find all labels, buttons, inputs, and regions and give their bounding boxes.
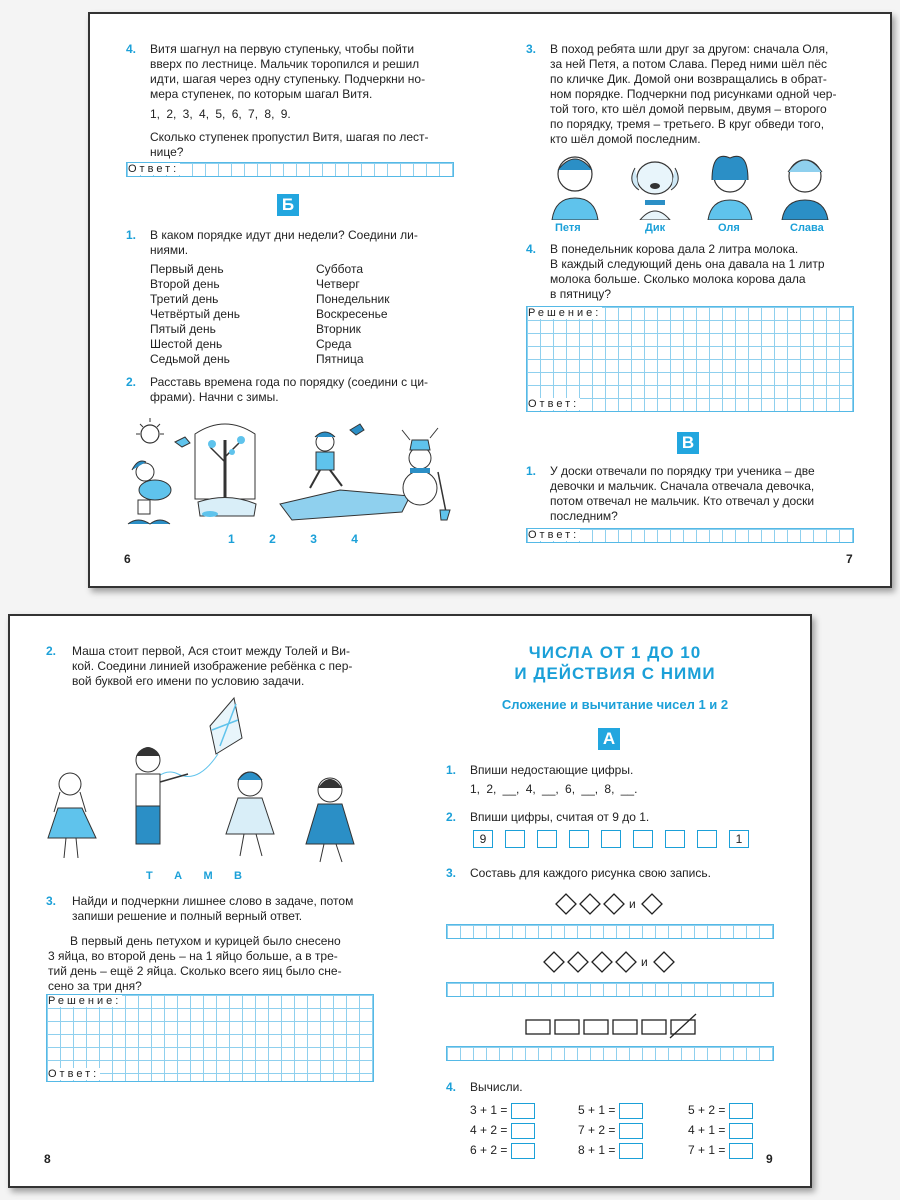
task-text: Впиши недостающие цифры. <box>470 763 634 777</box>
letter-label[interactable]: М <box>203 870 213 882</box>
answer-grid[interactable] <box>446 1046 774 1061</box>
task-text: Впиши цифры, считая от 9 до 1. <box>470 810 650 824</box>
example-text: 7 + 2 = <box>578 1123 616 1137</box>
digit-box[interactable] <box>697 830 717 848</box>
example-text: 6 + 2 = <box>470 1143 508 1157</box>
diamonds-group-2 <box>542 950 678 974</box>
task-text: Вычисли. <box>470 1080 523 1094</box>
task-text: Составь для каждого рисунка свою запись. <box>470 866 711 880</box>
girl-right-picture <box>306 778 354 862</box>
example-row <box>578 1140 643 1160</box>
text-line: Витя шагнул на первую ступеньку, чтобы пойти <box>150 42 415 56</box>
examples-column-1 <box>470 1100 535 1160</box>
weekday-item[interactable]: Среда <box>316 337 352 351</box>
text-line: ном порядке. Подчеркни под рисунками одной чер- <box>550 87 837 101</box>
task-number: 1. <box>526 464 537 478</box>
example-row <box>688 1100 753 1120</box>
name-letters <box>146 870 242 882</box>
page-number: 6 <box>124 552 131 566</box>
page-number: 9 <box>766 1152 773 1166</box>
name-label: Петя <box>555 222 581 234</box>
task-number: 2. <box>446 810 457 824</box>
weekday-item[interactable]: Пятница <box>316 352 364 366</box>
name-label: Слава <box>790 222 824 234</box>
task-number: 3. <box>526 42 537 56</box>
answer-grid[interactable] <box>446 982 774 997</box>
day-item[interactable]: Второй день <box>150 277 220 291</box>
text-line: молока больше. Сколько молока корова дала <box>550 272 806 286</box>
task-text <box>150 375 460 405</box>
task-number: 1. <box>446 763 457 777</box>
letter-label[interactable]: Т <box>146 870 153 882</box>
answer-box[interactable] <box>729 1143 753 1159</box>
answer-box[interactable] <box>511 1103 535 1119</box>
digit-box[interactable] <box>633 830 653 848</box>
text-line: Найди и подчеркни лишнее слово в задаче, потом <box>72 894 354 908</box>
weekday-item[interactable]: Вторник <box>316 322 361 336</box>
conjunction-label: и <box>629 897 636 911</box>
digit-box[interactable] <box>505 830 525 848</box>
examples-column-2 <box>578 1100 643 1160</box>
bottom-spread <box>8 614 812 1188</box>
digit-label[interactable]: 3 <box>310 532 317 546</box>
weekday-item[interactable]: Воскресенье <box>316 307 388 321</box>
answer-label: Ответ: <box>528 529 580 541</box>
subtitle: Сложение и вычитание чисел 1 и 2 <box>501 697 729 712</box>
text-line: 3 яйца, во второй день – на 1 яйцо больше, а в тре- <box>48 949 338 963</box>
text-line: У доски отвечали по порядку три ученика – две <box>550 464 815 478</box>
letter-label[interactable]: В <box>234 870 242 882</box>
autumn-picture <box>195 424 256 517</box>
example-row <box>470 1120 535 1140</box>
text-line: сено за три дня? <box>48 979 142 993</box>
text-line: В каком порядке идут дни недели? Соедини ли- <box>150 228 418 242</box>
task-number: 1. <box>126 228 137 242</box>
name-label: Оля <box>718 222 740 234</box>
text-line: вверх по лестнице. Мальчик торопился и решил <box>150 57 420 71</box>
day-item[interactable]: Пятый день <box>150 322 216 336</box>
text-line: в пятницу? <box>550 287 612 301</box>
petya-picture <box>552 157 598 220</box>
task-number: 4. <box>526 242 537 256</box>
answer-box[interactable] <box>729 1103 753 1119</box>
solution-grid[interactable] <box>526 306 854 412</box>
example-row <box>578 1100 643 1120</box>
example-row <box>688 1120 753 1140</box>
day-item[interactable]: Четвёртый день <box>150 307 240 321</box>
text-line: тий день – ещё 2 яйца. Сколько всего яиц было сне- <box>48 964 342 978</box>
task-text <box>150 228 460 258</box>
example-text: 5 + 2 = <box>688 1103 726 1117</box>
dik-picture <box>632 162 678 220</box>
digit-box[interactable]: 9 <box>473 830 493 848</box>
winter-picture <box>402 428 450 520</box>
days-right-column <box>316 262 389 367</box>
example-text: 4 + 2 = <box>470 1123 508 1137</box>
task-number: 2. <box>46 644 57 658</box>
answer-label: Ответ: <box>128 163 180 175</box>
digit-box[interactable] <box>569 830 589 848</box>
digit-label[interactable]: 2 <box>269 532 276 546</box>
day-item[interactable]: Первый день <box>150 262 224 276</box>
task-number: 4. <box>126 42 137 56</box>
example-row <box>470 1100 535 1120</box>
text-line: фрами). Начни с зимы. <box>150 390 279 404</box>
children-illustration <box>40 696 380 866</box>
task-number: 3. <box>446 866 457 880</box>
example-row <box>578 1120 643 1140</box>
weekday-item[interactable]: Четверг <box>316 277 360 291</box>
text-line: вой буквой его имени по условию задачи. <box>72 674 305 688</box>
digit-box[interactable] <box>665 830 685 848</box>
problem-text <box>48 934 378 949</box>
task-text <box>550 464 870 524</box>
task-text <box>550 42 870 147</box>
section-letter: В <box>677 432 699 454</box>
answer-box[interactable] <box>619 1103 643 1119</box>
text-line: идти, шагая через одну ступеньку. Подчеркни но- <box>150 72 426 86</box>
example-text: 3 + 1 = <box>470 1103 508 1117</box>
text-line: Маша стоит первой, Ася стоит между Толей и Ви- <box>72 644 350 658</box>
page-number: 7 <box>846 552 853 566</box>
text-line: кой. Соедини линией изображение ребёнка с пер- <box>72 659 353 673</box>
diamonds-group-1 <box>554 892 664 916</box>
digit-box[interactable]: 1 <box>729 830 749 848</box>
digit-label[interactable]: 1 <box>228 532 235 546</box>
example-text: 8 + 1 = <box>578 1143 616 1157</box>
task-number: 4. <box>446 1080 457 1094</box>
example-row <box>470 1140 535 1160</box>
text-line: по кличке Дик. Домой они возвращались в обрат- <box>550 72 827 86</box>
girl-left-picture <box>48 773 96 858</box>
title-line: ЧИСЛА ОТ 1 ДО 10 <box>528 643 702 662</box>
examples-column-3 <box>688 1100 753 1160</box>
season-digits <box>228 532 358 546</box>
task-number: 2. <box>126 375 137 389</box>
letter-label[interactable]: А <box>174 870 183 882</box>
spring-picture <box>280 424 410 520</box>
conjunction-label: и <box>641 955 648 969</box>
example-text: 4 + 1 = <box>688 1123 726 1137</box>
text-line: Расставь времена года по порядку (соедини с ци- <box>150 375 429 389</box>
text-line: по порядку, тремя – третьего. В круг обведи того, <box>550 117 825 131</box>
seasons-illustration <box>120 412 460 530</box>
weekday-item[interactable]: Понедельник <box>316 292 390 306</box>
text-line: той того, кто шёл домой первым, двумя – второго <box>550 102 827 116</box>
answer-box[interactable] <box>511 1143 535 1159</box>
text-line: В каждый следующий день она давала на 1 литр <box>550 257 825 271</box>
text-line: последним? <box>550 509 618 523</box>
task-number: 3. <box>46 894 57 908</box>
text-line: за ней Петя, а потом Слава. Перед ними шёл пёс <box>550 57 828 71</box>
text-line: ниями. <box>150 243 189 257</box>
digit-box[interactable] <box>537 830 557 848</box>
section-letter: Б <box>277 194 299 216</box>
text-line: В первый день петухом и курицей было снесено <box>70 934 341 948</box>
answer-grid[interactable] <box>446 924 774 939</box>
rectangles-group <box>524 1012 700 1040</box>
text-line: В понедельник корова дала 2 литра молока. <box>550 242 799 256</box>
answer-label: Ответ: <box>528 398 580 410</box>
example-row <box>688 1140 753 1160</box>
name-label: Дик <box>645 222 666 234</box>
missing-digits-sequence[interactable]: 1, 2, __, 4, __, 6, __, 8, __. <box>470 782 638 796</box>
page-number: 8 <box>44 1152 51 1166</box>
answer-box[interactable] <box>729 1123 753 1139</box>
text-line: запиши решение и полный верный ответ. <box>72 909 303 923</box>
task-text <box>72 894 382 924</box>
digit-label[interactable]: 4 <box>351 532 358 546</box>
olya-picture <box>708 156 752 220</box>
text-line: мера ступенек, по которым шагал Витя. <box>150 87 373 101</box>
boy-picture <box>136 747 188 844</box>
text-line: нице? <box>150 145 184 159</box>
number-sequence: 1, 2, 3, 4, 5, 6, 7, 8, 9. <box>150 107 291 121</box>
section-letter: А <box>598 728 620 750</box>
day-item[interactable]: Третий день <box>150 292 219 306</box>
task-text <box>150 42 460 102</box>
summer-picture <box>128 418 190 524</box>
task-text <box>72 644 382 689</box>
day-item[interactable]: Шестой день <box>150 337 223 351</box>
slava-picture <box>782 160 828 220</box>
top-spread <box>88 12 892 588</box>
days-left-column <box>150 262 240 367</box>
weekday-item[interactable]: Суббота <box>316 262 363 276</box>
example-text: 7 + 1 = <box>688 1143 726 1157</box>
text-line: потом отвечал не мальчик. Кто отвечал у доски <box>550 494 815 508</box>
text-line: девочки и мальчик. Сначала отвечала девочка, <box>550 479 815 493</box>
problem-text <box>48 949 378 994</box>
digit-box[interactable] <box>601 830 621 848</box>
solution-label: Решение: <box>528 307 602 319</box>
answer-label: Ответ: <box>48 1068 100 1080</box>
solution-label: Решение: <box>48 995 122 1007</box>
day-item[interactable]: Седьмой день <box>150 352 230 366</box>
chapter-title <box>450 642 780 684</box>
answer-box[interactable] <box>619 1123 643 1139</box>
question-text <box>150 130 460 160</box>
text-line: Сколько ступенек пропустил Витя, шагая по лест- <box>150 130 429 144</box>
text-line: кто шёл домой последним. <box>550 132 701 146</box>
answer-box[interactable] <box>511 1123 535 1139</box>
task-text <box>550 242 870 302</box>
title-line: И ДЕЙСТВИЯ С НИМИ <box>514 664 716 683</box>
example-text: 5 + 1 = <box>578 1103 616 1117</box>
hikers-illustration <box>530 150 850 220</box>
text-line: В поход ребята шли друг за другом: сначала Оля, <box>550 42 829 56</box>
girl-middle-picture <box>226 772 274 856</box>
answer-box[interactable] <box>619 1143 643 1159</box>
